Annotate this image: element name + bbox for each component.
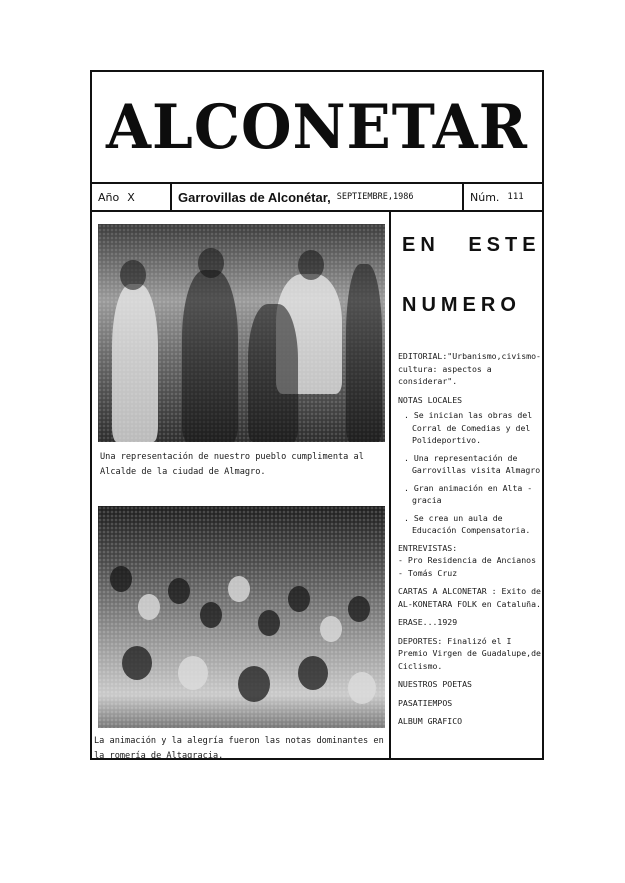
toc-notas-item: . Una representación de Garrovillas visita Almagro [404,452,541,475]
toc-poetas: NUESTROS POETAS [398,679,472,689]
issue-number-cell [464,184,542,210]
place-name: Garrovillas de Alconétar, [178,189,331,205]
issue-info-bar [92,184,542,212]
toc-deportes: DEPORTES: Finalizó el I Premio Virgen de Guadalupe,de Ciclismo. [398,635,541,671]
toc-editorial: EDITORIAL:"Urbanismo,civismo-cultura: aspectos a considerar". [398,351,541,386]
contents-heading-line-2: NUMERO [402,294,521,316]
issue-date: SEPTIEMBRE,1986 [336,192,414,202]
table-of-contents [398,350,544,734]
newspaper-cover [90,70,544,760]
issue-place-cell [172,184,464,210]
photo-2-caption: La animación y la alegría fueron las notas dominantes en la romería de Altagracia. [94,736,384,761]
column-divider [389,212,391,758]
toc-pasatiempos: PASATIEMPOS [398,697,453,708]
number-value: 111 [507,192,524,202]
toc-entrevistas: ENTREVISTAS: [398,542,458,553]
masthead [92,72,542,184]
contents-heading-line-1: EN ESTE [402,234,541,256]
toc-notas-item: . Se crea un aula de Educación Compensatoria. [404,512,531,535]
toc-cartas: CARTAS A ALCONETAR : Exito de AL-KONETARA FOLK en Cataluña. [398,586,541,609]
number-label: Núm. [470,190,500,204]
photo-1-caption: Una representación de nuestro pueblo cumplimenta al Alcalde de la ciudad de Almagro. [100,452,364,477]
photo-delegation-almagro [98,224,385,442]
photo-romeria-altagracia [98,506,385,728]
newspaper-title: ALCONETAR [106,91,528,163]
toc-notas-item: . Gran animación en Alta - gracia [404,482,533,505]
toc-notas-item: . Se inician las obras del Corral de Comedias y del Polideportivo. [404,410,533,445]
toc-entrevistas-item: - Pro Residencia de Ancianos [398,555,537,565]
toc-entrevistas-item: - Tomás Cruz [398,567,458,578]
year-label: Año [98,190,120,204]
toc-notas-locales: NOTAS LOCALES [398,394,463,405]
toc-erase: ERASE...1929 [398,617,458,627]
issue-year-cell [92,184,172,210]
toc-album: ALBUM GRAFICO [398,716,463,726]
year-value: X [127,190,135,204]
